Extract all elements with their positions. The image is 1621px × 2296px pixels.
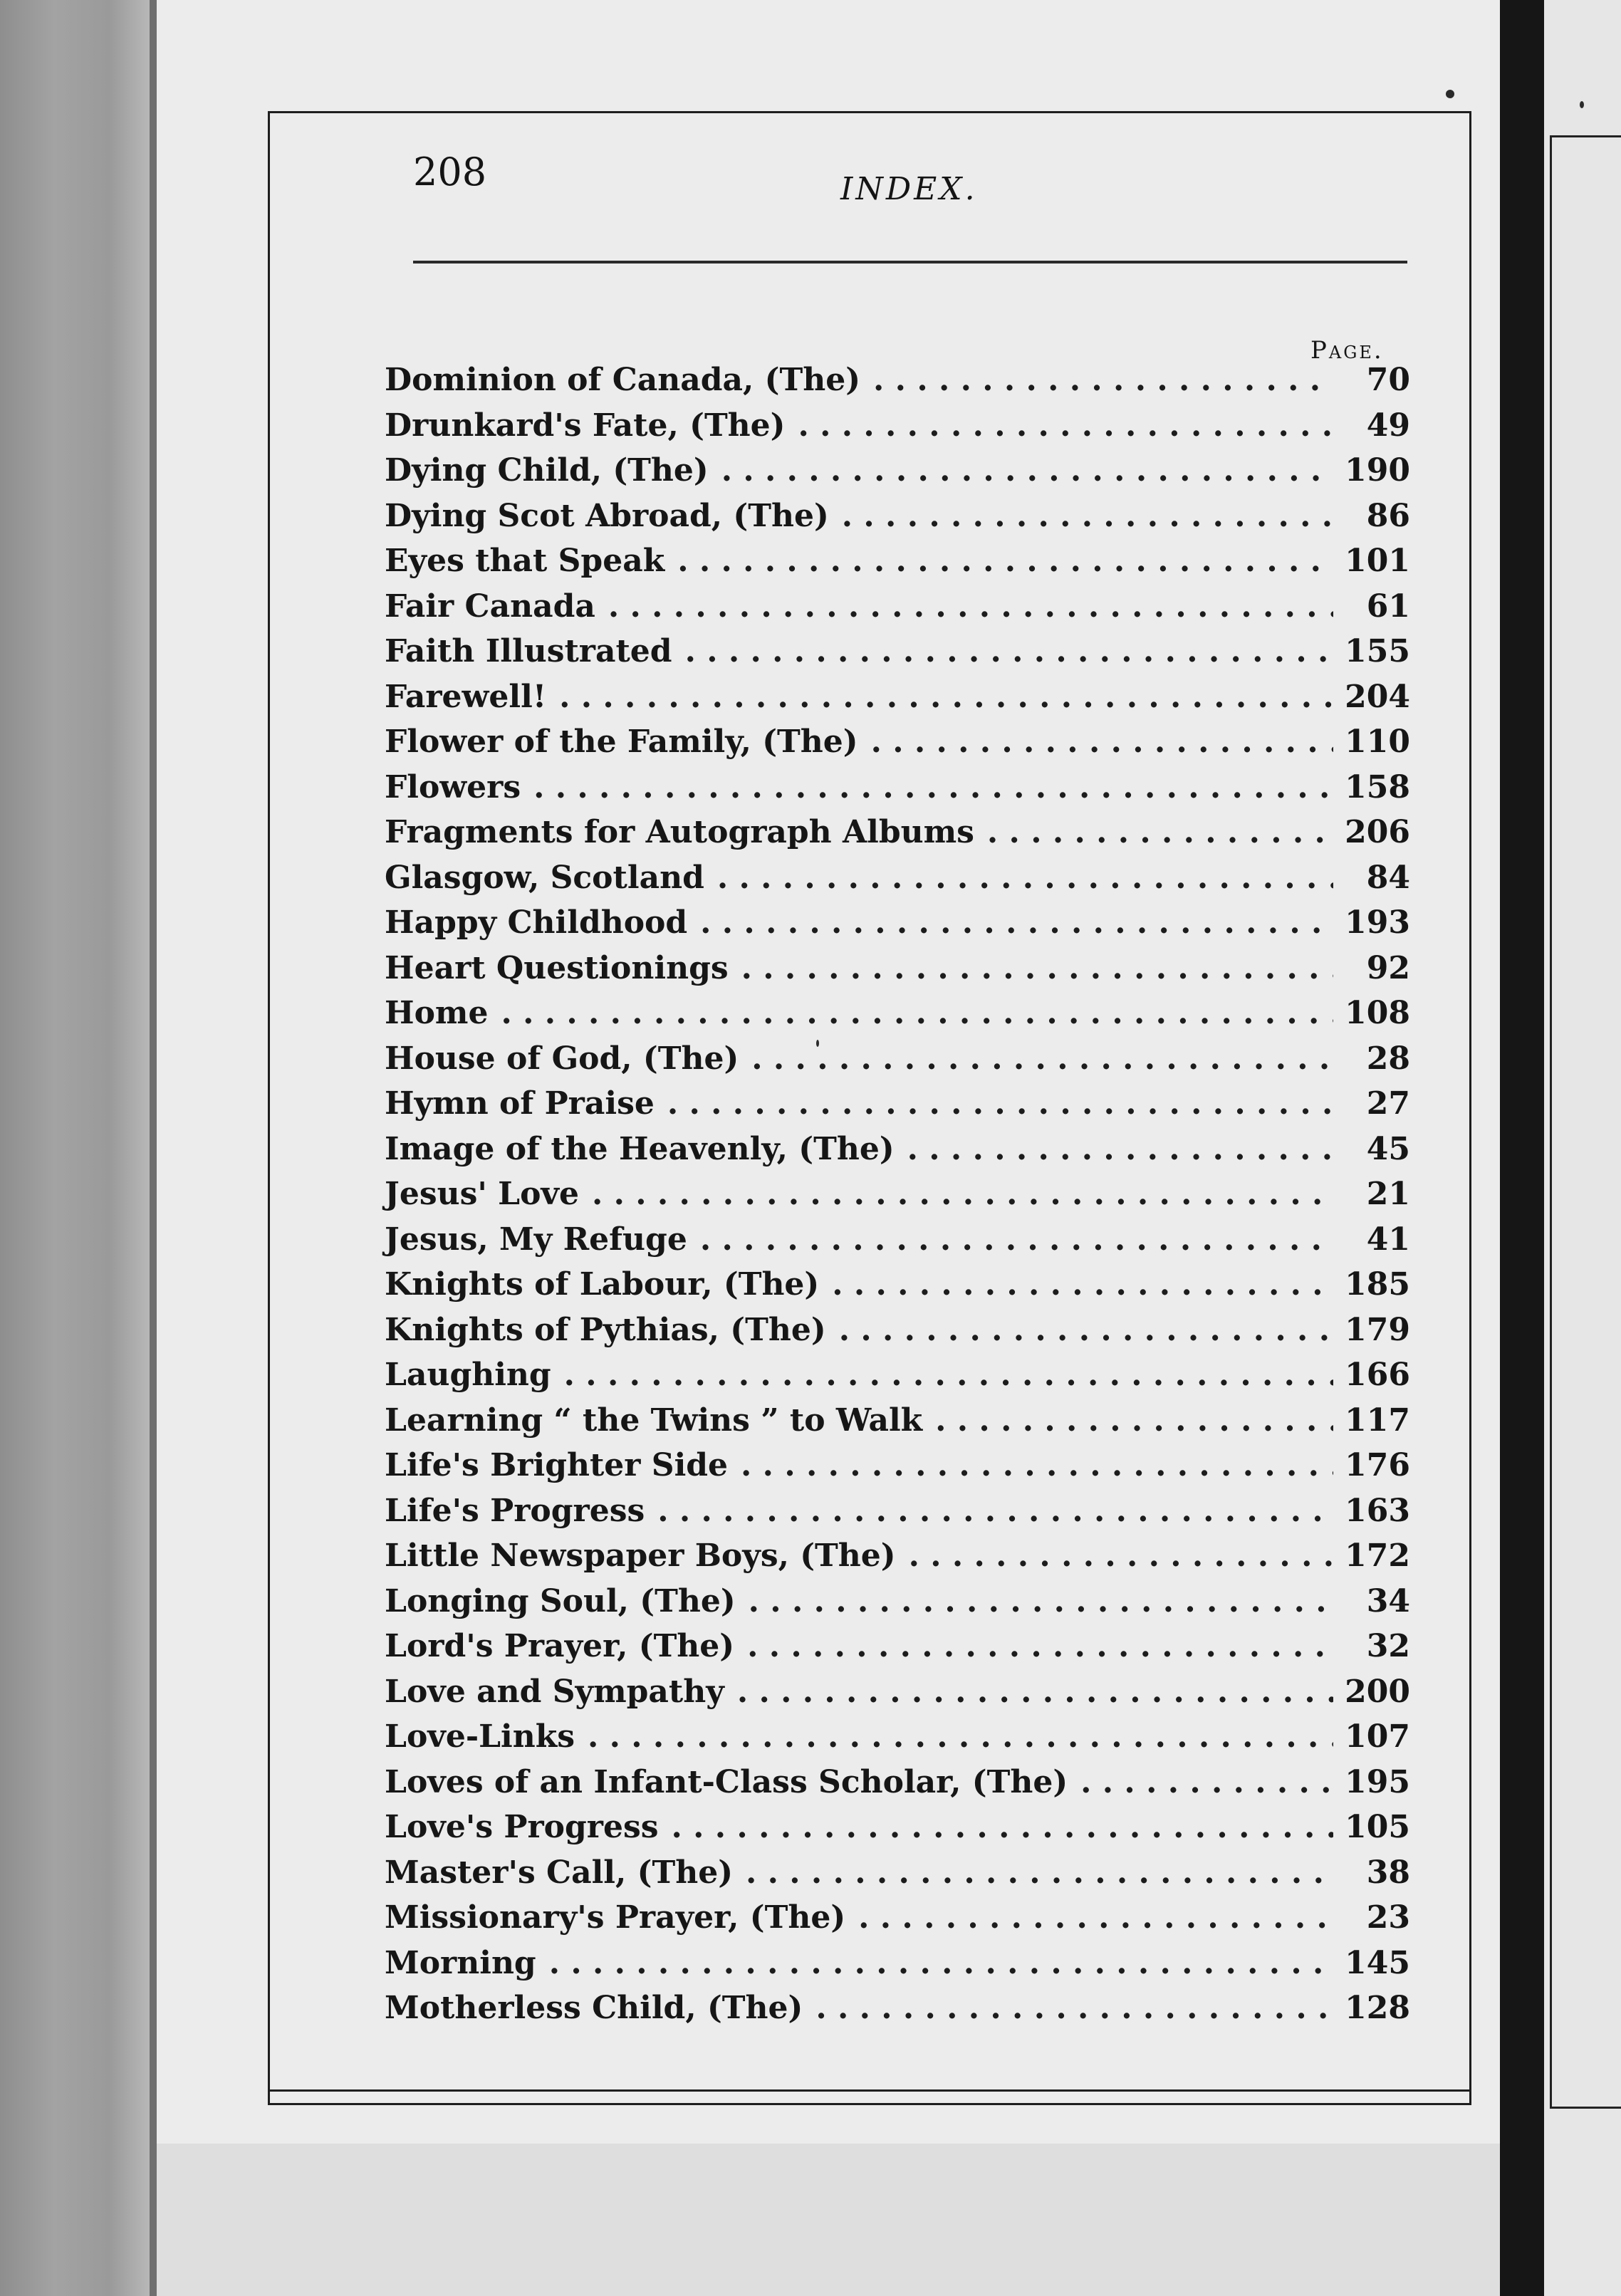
page-column-label: Page. bbox=[1310, 336, 1384, 365]
entry-page-number: 117 bbox=[1345, 1402, 1410, 1439]
running-title: INDEX. bbox=[840, 171, 978, 207]
entry-title: House of God, (The) bbox=[385, 1040, 739, 1077]
index-entry bbox=[385, 1674, 1410, 1719]
entry-page-number: 195 bbox=[1345, 1763, 1410, 1800]
printed-frame-bottom-rule bbox=[268, 2089, 1471, 2092]
entry-title: Knights of Pythias, (The) bbox=[385, 1311, 826, 1348]
entry-title: Jesus' Love bbox=[385, 1176, 579, 1212]
entry-page-number: 70 bbox=[1366, 362, 1410, 398]
dot-leader bbox=[798, 407, 1333, 444]
index-entry bbox=[385, 1583, 1410, 1629]
entry-page-number: 27 bbox=[1366, 1085, 1410, 1122]
header-rule bbox=[413, 261, 1407, 263]
index-entry bbox=[385, 769, 1410, 815]
entry-title: Dying Child, (The) bbox=[385, 452, 709, 489]
entry-page-number: 21 bbox=[1366, 1176, 1410, 1212]
entry-title: Knights of Labour, (The) bbox=[385, 1266, 820, 1303]
entry-page-number: 105 bbox=[1345, 1809, 1410, 1845]
entry-title: Missionary's Prayer, (The) bbox=[385, 1899, 846, 1936]
index-entry bbox=[385, 1945, 1410, 1990]
dot-leader bbox=[737, 1674, 1333, 1710]
entry-page-number: 128 bbox=[1345, 1990, 1410, 2026]
index-entry bbox=[385, 1085, 1410, 1131]
dot-leader bbox=[588, 1718, 1333, 1755]
index-entry bbox=[385, 362, 1410, 407]
index-entry bbox=[385, 1131, 1410, 1176]
dot-leader bbox=[592, 1176, 1333, 1212]
index-entry bbox=[385, 1040, 1410, 1086]
index-entry bbox=[385, 498, 1410, 543]
entry-title: Dying Scot Abroad, (The) bbox=[385, 497, 829, 534]
entry-page-number: 206 bbox=[1345, 814, 1410, 850]
facing-page-frame-line bbox=[1550, 135, 1552, 2108]
dot-leader bbox=[871, 724, 1333, 760]
dot-leader bbox=[564, 1357, 1333, 1393]
entry-page-number: 41 bbox=[1366, 1221, 1410, 1258]
dot-leader bbox=[746, 1854, 1333, 1891]
entry-title: Eyes that Speak bbox=[385, 543, 665, 579]
index-entry bbox=[385, 904, 1410, 950]
entry-title: Morning bbox=[385, 1944, 536, 1981]
index-entry bbox=[385, 1854, 1410, 1900]
entry-page-number: 179 bbox=[1345, 1311, 1410, 1348]
entry-title: Life's Progress bbox=[385, 1492, 645, 1529]
dot-leader bbox=[685, 633, 1333, 669]
book-binding-edge bbox=[0, 0, 157, 2296]
entry-title: Fair Canada bbox=[385, 588, 595, 625]
entry-page-number: 34 bbox=[1366, 1582, 1410, 1619]
dot-leader bbox=[832, 1266, 1333, 1303]
entry-page-number: 200 bbox=[1345, 1673, 1410, 1710]
entry-title: Lord's Prayer, (The) bbox=[385, 1628, 735, 1664]
page-number: 208 bbox=[413, 150, 487, 194]
entry-page-number: 176 bbox=[1345, 1447, 1410, 1483]
entry-title: Master's Call, (The) bbox=[385, 1854, 734, 1891]
entry-title: Love-Links bbox=[385, 1718, 575, 1755]
dot-leader bbox=[839, 1312, 1333, 1348]
entry-page-number: 92 bbox=[1366, 949, 1410, 986]
index-entry bbox=[385, 1628, 1410, 1674]
index-entry bbox=[385, 452, 1410, 498]
entry-title: Home bbox=[385, 995, 489, 1031]
dot-leader bbox=[747, 1628, 1333, 1664]
dot-leader bbox=[657, 1493, 1333, 1529]
dot-leader bbox=[608, 588, 1333, 625]
entry-page-number: 163 bbox=[1345, 1492, 1410, 1529]
entry-title: Fragments for Autograph Albums bbox=[385, 814, 974, 850]
index-entry bbox=[385, 1221, 1410, 1267]
entry-page-number: 45 bbox=[1366, 1130, 1410, 1167]
entry-page-number: 185 bbox=[1345, 1266, 1410, 1303]
index-entry bbox=[385, 543, 1410, 588]
dot-leader bbox=[549, 1945, 1333, 1981]
index-entry bbox=[385, 633, 1410, 679]
dot-leader bbox=[741, 950, 1333, 986]
index-entry bbox=[385, 679, 1410, 724]
entry-title: Farewell! bbox=[385, 678, 547, 715]
entry-title: Laughing bbox=[385, 1357, 551, 1393]
index-entry-list bbox=[385, 362, 1410, 2035]
dot-leader bbox=[842, 498, 1333, 534]
entry-page-number: 108 bbox=[1345, 995, 1410, 1031]
index-entry bbox=[385, 860, 1410, 905]
index-entry bbox=[385, 950, 1410, 996]
dot-leader bbox=[815, 1990, 1333, 2026]
entry-page-number: 204 bbox=[1345, 678, 1410, 715]
dot-leader bbox=[749, 1583, 1333, 1619]
index-entry bbox=[385, 1764, 1410, 1810]
dot-leader bbox=[501, 995, 1333, 1031]
entry-page-number: 23 bbox=[1366, 1899, 1410, 1936]
entry-title: Flower of the Family, (The) bbox=[385, 724, 858, 760]
entry-page-number: 49 bbox=[1366, 407, 1410, 444]
entry-page-number: 166 bbox=[1345, 1357, 1410, 1393]
entry-title: Life's Brighter Side bbox=[385, 1447, 729, 1483]
entry-title: Longing Soul, (The) bbox=[385, 1582, 736, 1619]
scan-speck bbox=[1580, 101, 1584, 108]
index-entry bbox=[385, 1718, 1410, 1764]
entry-page-number: 84 bbox=[1366, 859, 1410, 896]
dot-leader bbox=[717, 860, 1333, 896]
index-entry bbox=[385, 1357, 1410, 1402]
entry-title: Glasgow, Scotland bbox=[385, 859, 704, 896]
dot-leader bbox=[741, 1447, 1333, 1483]
entry-page-number: 28 bbox=[1366, 1040, 1410, 1077]
dot-leader bbox=[907, 1131, 1333, 1167]
entry-page-number: 38 bbox=[1366, 1854, 1410, 1891]
index-entry bbox=[385, 1176, 1410, 1221]
entry-page-number: 190 bbox=[1345, 452, 1410, 489]
scan-speck bbox=[1446, 90, 1454, 98]
index-entry bbox=[385, 1402, 1410, 1448]
index-entry bbox=[385, 1493, 1410, 1538]
index-entry bbox=[385, 814, 1410, 860]
entry-title: Faith Illustrated bbox=[385, 633, 672, 669]
book-gutter bbox=[1500, 0, 1544, 2296]
dot-leader bbox=[935, 1402, 1333, 1439]
dot-leader bbox=[700, 904, 1333, 941]
dot-leader bbox=[987, 814, 1333, 850]
entry-page-number: 107 bbox=[1345, 1718, 1410, 1755]
index-entry bbox=[385, 1447, 1410, 1493]
dot-leader bbox=[672, 1809, 1333, 1845]
index-entry bbox=[385, 724, 1410, 769]
entry-title: Little Newspaper Boys, (The) bbox=[385, 1538, 896, 1574]
index-entry bbox=[385, 1538, 1410, 1583]
dot-leader bbox=[677, 543, 1333, 579]
facing-page-frame-bottom bbox=[1550, 2107, 1621, 2109]
dot-leader bbox=[559, 679, 1333, 715]
index-entry bbox=[385, 407, 1410, 453]
entry-page-number: 155 bbox=[1345, 633, 1410, 669]
entry-page-number: 110 bbox=[1345, 724, 1410, 760]
entry-page-number: 145 bbox=[1345, 1944, 1410, 1981]
entry-title: Loves of an Infant-Class Scholar, (The) bbox=[385, 1763, 1068, 1800]
entry-page-number: 172 bbox=[1345, 1538, 1410, 1574]
index-entry bbox=[385, 1899, 1410, 1945]
dot-leader bbox=[533, 769, 1333, 805]
running-head bbox=[413, 150, 1410, 207]
entry-title: Happy Childhood bbox=[385, 904, 688, 941]
index-entry bbox=[385, 995, 1410, 1040]
entry-title: Dominion of Canada, (The) bbox=[385, 362, 861, 398]
facing-page-edge bbox=[1544, 0, 1621, 2296]
index-entry bbox=[385, 1990, 1410, 2035]
entry-title: Heart Questionings bbox=[385, 949, 729, 986]
dot-leader bbox=[873, 362, 1333, 398]
dot-leader bbox=[751, 1040, 1333, 1077]
entry-page-number: 61 bbox=[1366, 588, 1410, 625]
index-entry bbox=[385, 588, 1410, 634]
entry-page-number: 32 bbox=[1366, 1628, 1410, 1664]
dot-leader bbox=[1080, 1764, 1333, 1800]
entry-page-number: 193 bbox=[1345, 904, 1410, 941]
entry-page-number: 101 bbox=[1345, 543, 1410, 579]
entry-title: Drunkard's Fate, (The) bbox=[385, 407, 786, 444]
entry-title: Love's Progress bbox=[385, 1809, 659, 1845]
entry-page-number: 86 bbox=[1366, 497, 1410, 534]
index-entry bbox=[385, 1266, 1410, 1312]
dot-leader bbox=[721, 452, 1333, 489]
index-entry bbox=[385, 1312, 1410, 1357]
entry-title: Hymn of Praise bbox=[385, 1085, 655, 1122]
dot-leader bbox=[700, 1221, 1333, 1258]
dot-leader bbox=[667, 1085, 1333, 1122]
entry-page-number: 158 bbox=[1345, 768, 1410, 805]
entry-title: Image of the Heavenly, (The) bbox=[385, 1130, 895, 1167]
dot-leader bbox=[909, 1538, 1333, 1574]
entry-title: Jesus, My Refuge bbox=[385, 1221, 687, 1258]
entry-title: Flowers bbox=[385, 768, 521, 805]
dot-leader bbox=[858, 1899, 1333, 1936]
entry-title: Love and Sympathy bbox=[385, 1673, 724, 1710]
scan-speck bbox=[816, 1040, 819, 1047]
index-entry bbox=[385, 1809, 1410, 1854]
facing-page-frame-top bbox=[1550, 135, 1621, 137]
page-bottom-margin bbox=[157, 2144, 1500, 2296]
entry-title: Learning “ the Twins ” to Walk bbox=[385, 1402, 923, 1439]
entry-title: Motherless Child, (The) bbox=[385, 1990, 803, 2026]
